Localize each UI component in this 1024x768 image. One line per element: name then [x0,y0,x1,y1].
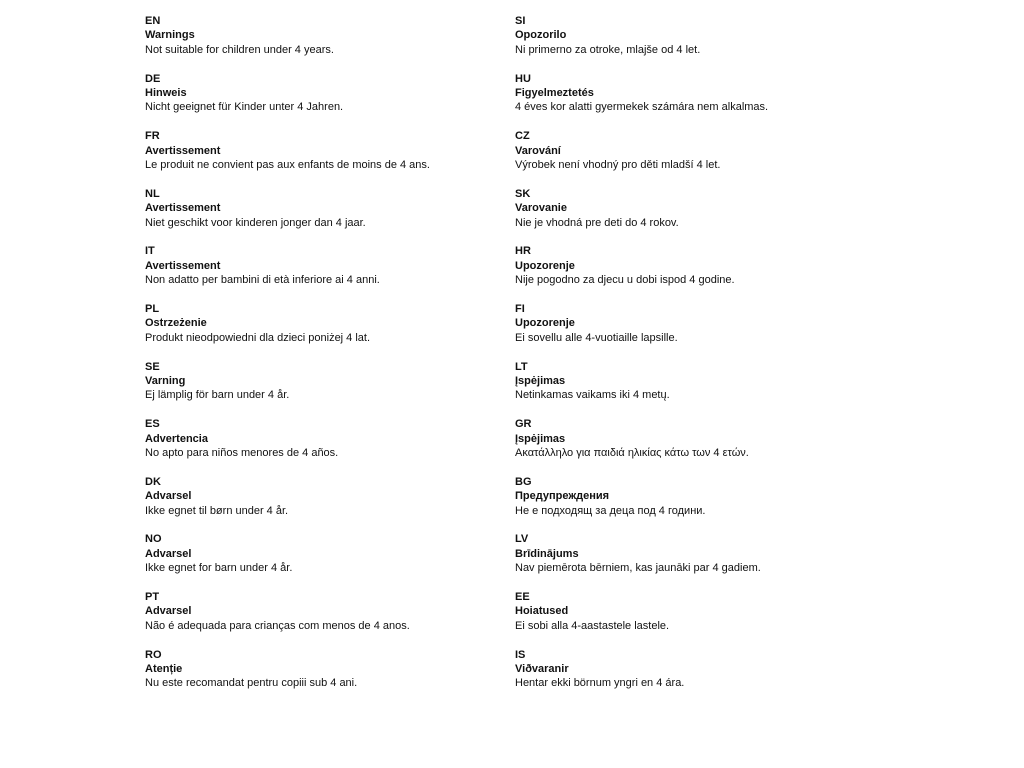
warning-entry-en [145,14,485,72]
warning-entry-ee [515,590,855,648]
warning-text: Не е подходящ за деца под 4 години. [515,504,706,517]
language-code: PT [145,590,160,603]
warning-text: Nie je vhodná pre deti do 4 rokov. [515,216,679,229]
language-code: GR [515,418,532,431]
warning-heading: Viðvaranir [515,662,569,675]
warning-heading: Advarsel [145,490,192,503]
warning-text: Not suitable for children under 4 years. [145,43,334,56]
warning-entry-lt [515,360,855,418]
warning-entry-is [515,648,855,706]
warning-entry-pl [145,302,485,360]
language-code: HU [515,72,531,85]
warning-text: Nav piemērota bērniem, kas jaunāki par 4 gadiem. [515,562,761,575]
warning-heading: Įspėjimas [515,374,566,387]
warning-heading: Brīdinājums [515,547,579,560]
language-code: FI [515,302,525,315]
warning-heading: Предупреждения [515,490,610,503]
warning-entry-gr [515,417,855,475]
warning-entry-de [145,72,485,130]
warning-heading: Advarsel [145,605,192,618]
warning-heading: Hinweis [145,87,187,99]
warning-text: Não é adequada para crianças com menos de 4 anos. [145,619,410,632]
language-code: IT [145,245,155,258]
warning-heading: Upozorenje [515,317,575,330]
warning-text: Ei sovellu alle 4-vuotiaille lapsille. [515,331,678,344]
warning-heading: Ostrzeżenie [145,317,207,330]
warning-text: Ακατάλληλο για παιδιά ηλικίας κάτω των 4 ετών. [515,446,749,459]
warning-heading: Varovanie [515,202,567,215]
warning-text: Ej lämplig för barn under 4 år. [145,389,290,402]
warning-heading: Avertissement [145,259,221,272]
warning-entry-fi [515,302,855,360]
language-code: DK [145,475,161,488]
warning-entry-pt [145,590,485,648]
language-code: IS [515,648,526,661]
warning-text: Nicht geeignet für Kinder unter 4 Jahren. [145,101,344,114]
language-code: BG [515,475,532,488]
language-code: CZ [515,130,530,143]
warning-text: Hentar ekki börnum yngri en 4 ára. [515,677,685,690]
right-warnings-column [515,14,855,705]
warning-heading: Įspėjimas [515,432,566,445]
warning-entry-se [145,360,485,418]
language-code: RO [145,648,162,661]
warning-entry-si [515,14,855,72]
warning-entry-cz [515,129,855,187]
language-code: NO [145,533,162,546]
warning-entry-nl [145,187,485,245]
warning-heading: Hoiatused [515,605,569,618]
language-code: NL [145,187,160,200]
language-code: SE [145,360,160,373]
warning-entry-bg [515,475,855,533]
warning-text: Ei sobi alla 4-aastastele lastele. [515,619,670,632]
warning-entry-no [145,532,485,590]
language-code: PL [145,302,160,315]
warning-heading: Warnings [145,29,195,42]
warning-text: Ikke egnet til børn under 4 år. [145,504,289,517]
warning-entry-dk [145,475,485,533]
language-code: LV [515,533,529,546]
warning-entry-sk [515,187,855,245]
warning-text: Ikke egnet for barn under 4 år. [145,562,293,575]
warning-heading: Opozorilo [515,29,567,42]
warning-text: Nu este recomandat pentru copiii sub 4 ani. [145,677,358,690]
language-code: LT [515,360,528,373]
warning-text: Non adatto per bambini di età inferiore ai 4 anni. [145,274,380,287]
warning-text: Le produit ne convient pas aux enfants de moins de 4 ans. [145,159,430,171]
language-code: HR [515,245,531,258]
warning-text: No apto para niños menores de 4 años. [145,446,339,459]
language-code: EE [515,590,530,603]
language-code: ES [145,418,160,431]
warning-text: Netinkamas vaikams iki 4 metų. [515,389,670,402]
language-code: SK [515,187,531,200]
warning-entry-ro [145,648,485,706]
warning-heading: Figyelmeztetés [515,87,594,99]
language-code: DE [145,72,161,85]
warning-text: 4 éves kor alatti gyermekek számára nem alkalmas. [515,101,769,114]
warning-heading: Atenție [145,662,183,675]
warning-heading: Upozorenje [515,259,575,272]
warning-entry-hu [515,72,855,130]
warning-text: Nije pogodno za djecu u dobi ispod 4 godine. [515,274,735,287]
language-code: SI [515,15,526,27]
warning-heading: Avertissement [145,202,221,215]
warning-entry-it [145,244,485,302]
warning-text: Ni primerno za otroke, mlajše od 4 let. [515,43,701,56]
language-code: EN [145,15,161,27]
warning-heading: Advarsel [145,547,192,560]
warning-heading: Varning [145,374,186,387]
warning-text: Niet geschikt voor kinderen jonger dan 4 jaar. [145,216,366,229]
warning-heading: Advertencia [145,432,208,445]
warning-entry-es [145,417,485,475]
warning-heading: Avertissement [145,144,221,157]
language-code: FR [145,130,160,143]
left-warnings-column [145,14,485,705]
warning-text: Produkt nieodpowiedni dla dzieci poniżej 4 lat. [145,331,371,344]
warning-entry-lv [515,532,855,590]
warning-text: Výrobek není vhodný pro děti mladší 4 let. [515,159,721,171]
warning-entry-fr [145,129,485,187]
warning-heading: Varování [515,144,561,157]
warning-entry-hr [515,244,855,302]
